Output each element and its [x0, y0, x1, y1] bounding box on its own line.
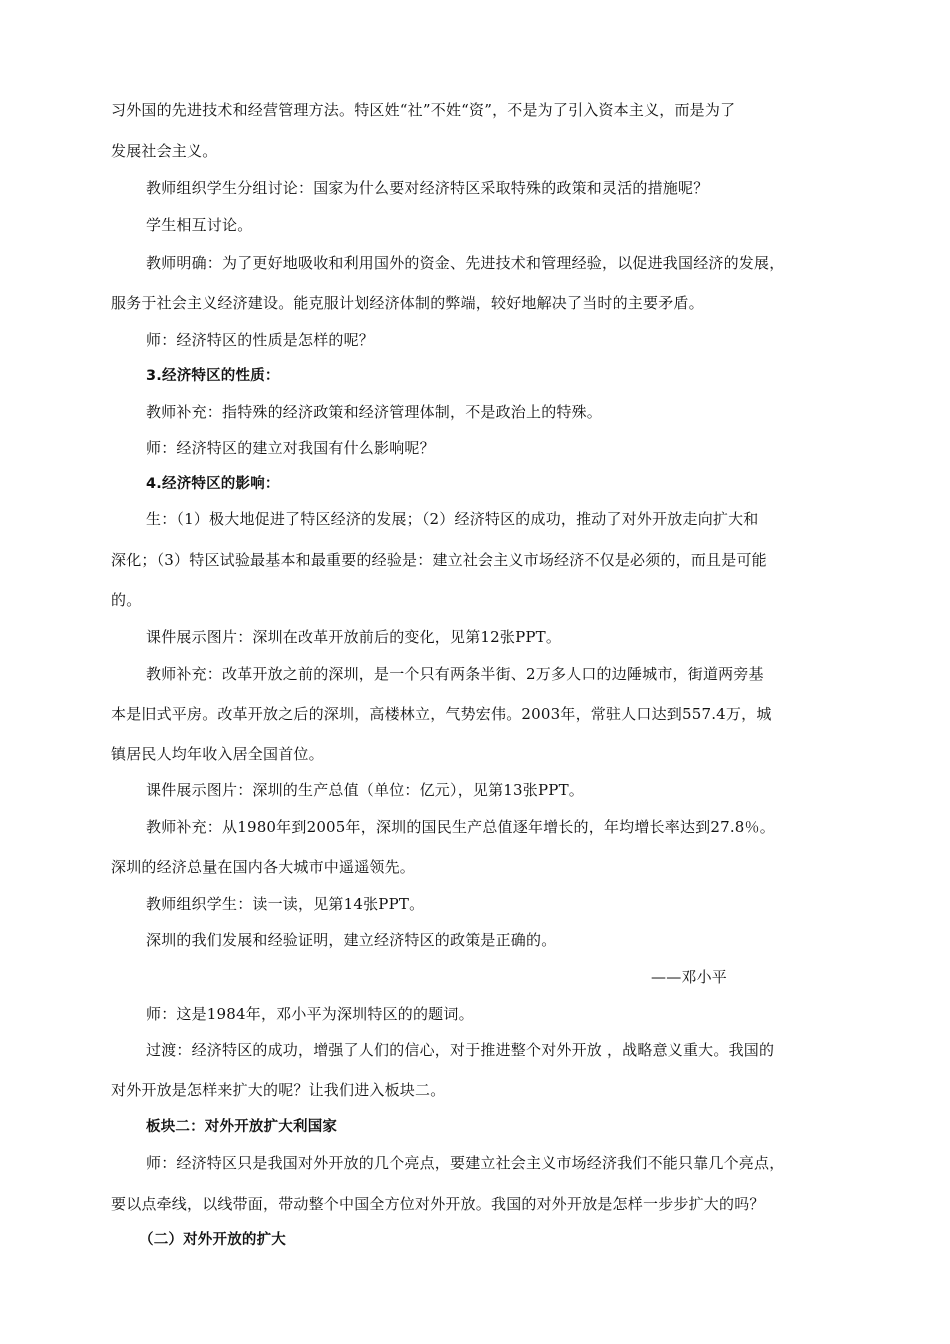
paragraph-line: 教师补充：指特殊的经济政策和经济管理体制，不是政治上的特殊。 — [146, 403, 603, 421]
paragraph-line: 课件展示图片：深圳在改革开放前后的变化，见第12张PPT。 — [146, 628, 562, 646]
paragraph-line: 对外开放是怎样来扩大的呢？让我们进入板块二。 — [111, 1081, 446, 1099]
paragraph-line: 师：经济特区的建立对我国有什么影响呢？ — [146, 439, 435, 457]
quote-line: 深圳的我们发展和经验证明，建立经济特区的政策是正确的。 — [146, 931, 557, 949]
paragraph-line: 发展社会主义。 — [111, 142, 218, 160]
paragraph-line: 课件展示图片：深圳的生产总值（单位：亿元），见第13张PPT。 — [146, 781, 584, 799]
quote-attribution: ——邓小平 — [651, 968, 728, 986]
section-heading: 4.经济特区的影响： — [146, 476, 280, 492]
paragraph-line: 教师补充：从1980年到2005年，深圳的国民生产总值逐年增长的，年均增长率达到27.8％。 — [146, 818, 775, 836]
paragraph-line: 要以点牵线，以线带面，带动整个中国全方位对外开放。我国的对外开放是怎样一步步扩大的吗？ — [111, 1195, 765, 1213]
paragraph-line: 教师补充：改革开放之前的深圳，是一个只有两条半街、2万多人口的边陲城市，街道两旁基 — [146, 665, 764, 683]
paragraph-line: 深化；（3）特区试验最基本和最重要的经验是：建立社会主义市场经济不仅是必须的，而且是可能 — [111, 551, 767, 569]
paragraph-line: 生：（1）极大地促进了特区经济的发展；（2）经济特区的成功，推动了对外开放走向扩大和 — [146, 510, 759, 528]
section-heading: 3.经济特区的性质： — [146, 368, 280, 384]
paragraph-line: 师：经济特区的性质是怎样的呢？ — [146, 331, 375, 349]
section-heading: 板块二：对外开放扩大利国家 — [146, 1119, 338, 1135]
paragraph-line: 深圳的经济总量在国内各大城市中遥遥领先。 — [111, 858, 416, 876]
paragraph-line: 教师组织学生：读一读，见第14张PPT。 — [146, 895, 425, 913]
paragraph-line: 镇居民人均年收入居全国首位。 — [111, 745, 324, 763]
paragraph-line: 教师明确：为了更好地吸收和利用国外的资金、先进技术和管理经验，以促进我国经济的发展， — [146, 254, 785, 272]
paragraph-line: 教师组织学生分组讨论：国家为什么要对经济特区采取特殊的政策和灵活的措施呢？ — [146, 179, 709, 197]
paragraph-line: 的。 — [111, 591, 142, 609]
paragraph-line: 服务于社会主义经济建设。能克服计划经济体制的弊端，较好地解决了当时的主要矛盾。 — [111, 294, 704, 312]
paragraph-line: 过渡：经济特区的成功，增强了人们的信心，对于推进整个对外开放 ，战略意义重大。我国的 — [146, 1041, 775, 1059]
paragraph-line: 师：这是1984年，邓小平为深圳特区的的题词。 — [146, 1005, 474, 1023]
section-heading: （二）对外开放的扩大 — [139, 1232, 286, 1248]
paragraph-line: 师：经济特区只是我国对外开放的几个亮点，要建立社会主义市场经济我们不能只靠几个亮点， — [146, 1154, 785, 1172]
paragraph-line: 习外国的先进技术和经营管理方法。特区姓“社”不姓“资”，不是为了引入资本主义，而是为了 — [111, 101, 736, 119]
paragraph-line: 学生相互讨论。 — [146, 216, 253, 234]
paragraph-line: 本是旧式平房。改革开放之后的深圳，高楼林立，气势宏伟。2003年，常驻人口达到557.4万，城 — [111, 705, 772, 723]
